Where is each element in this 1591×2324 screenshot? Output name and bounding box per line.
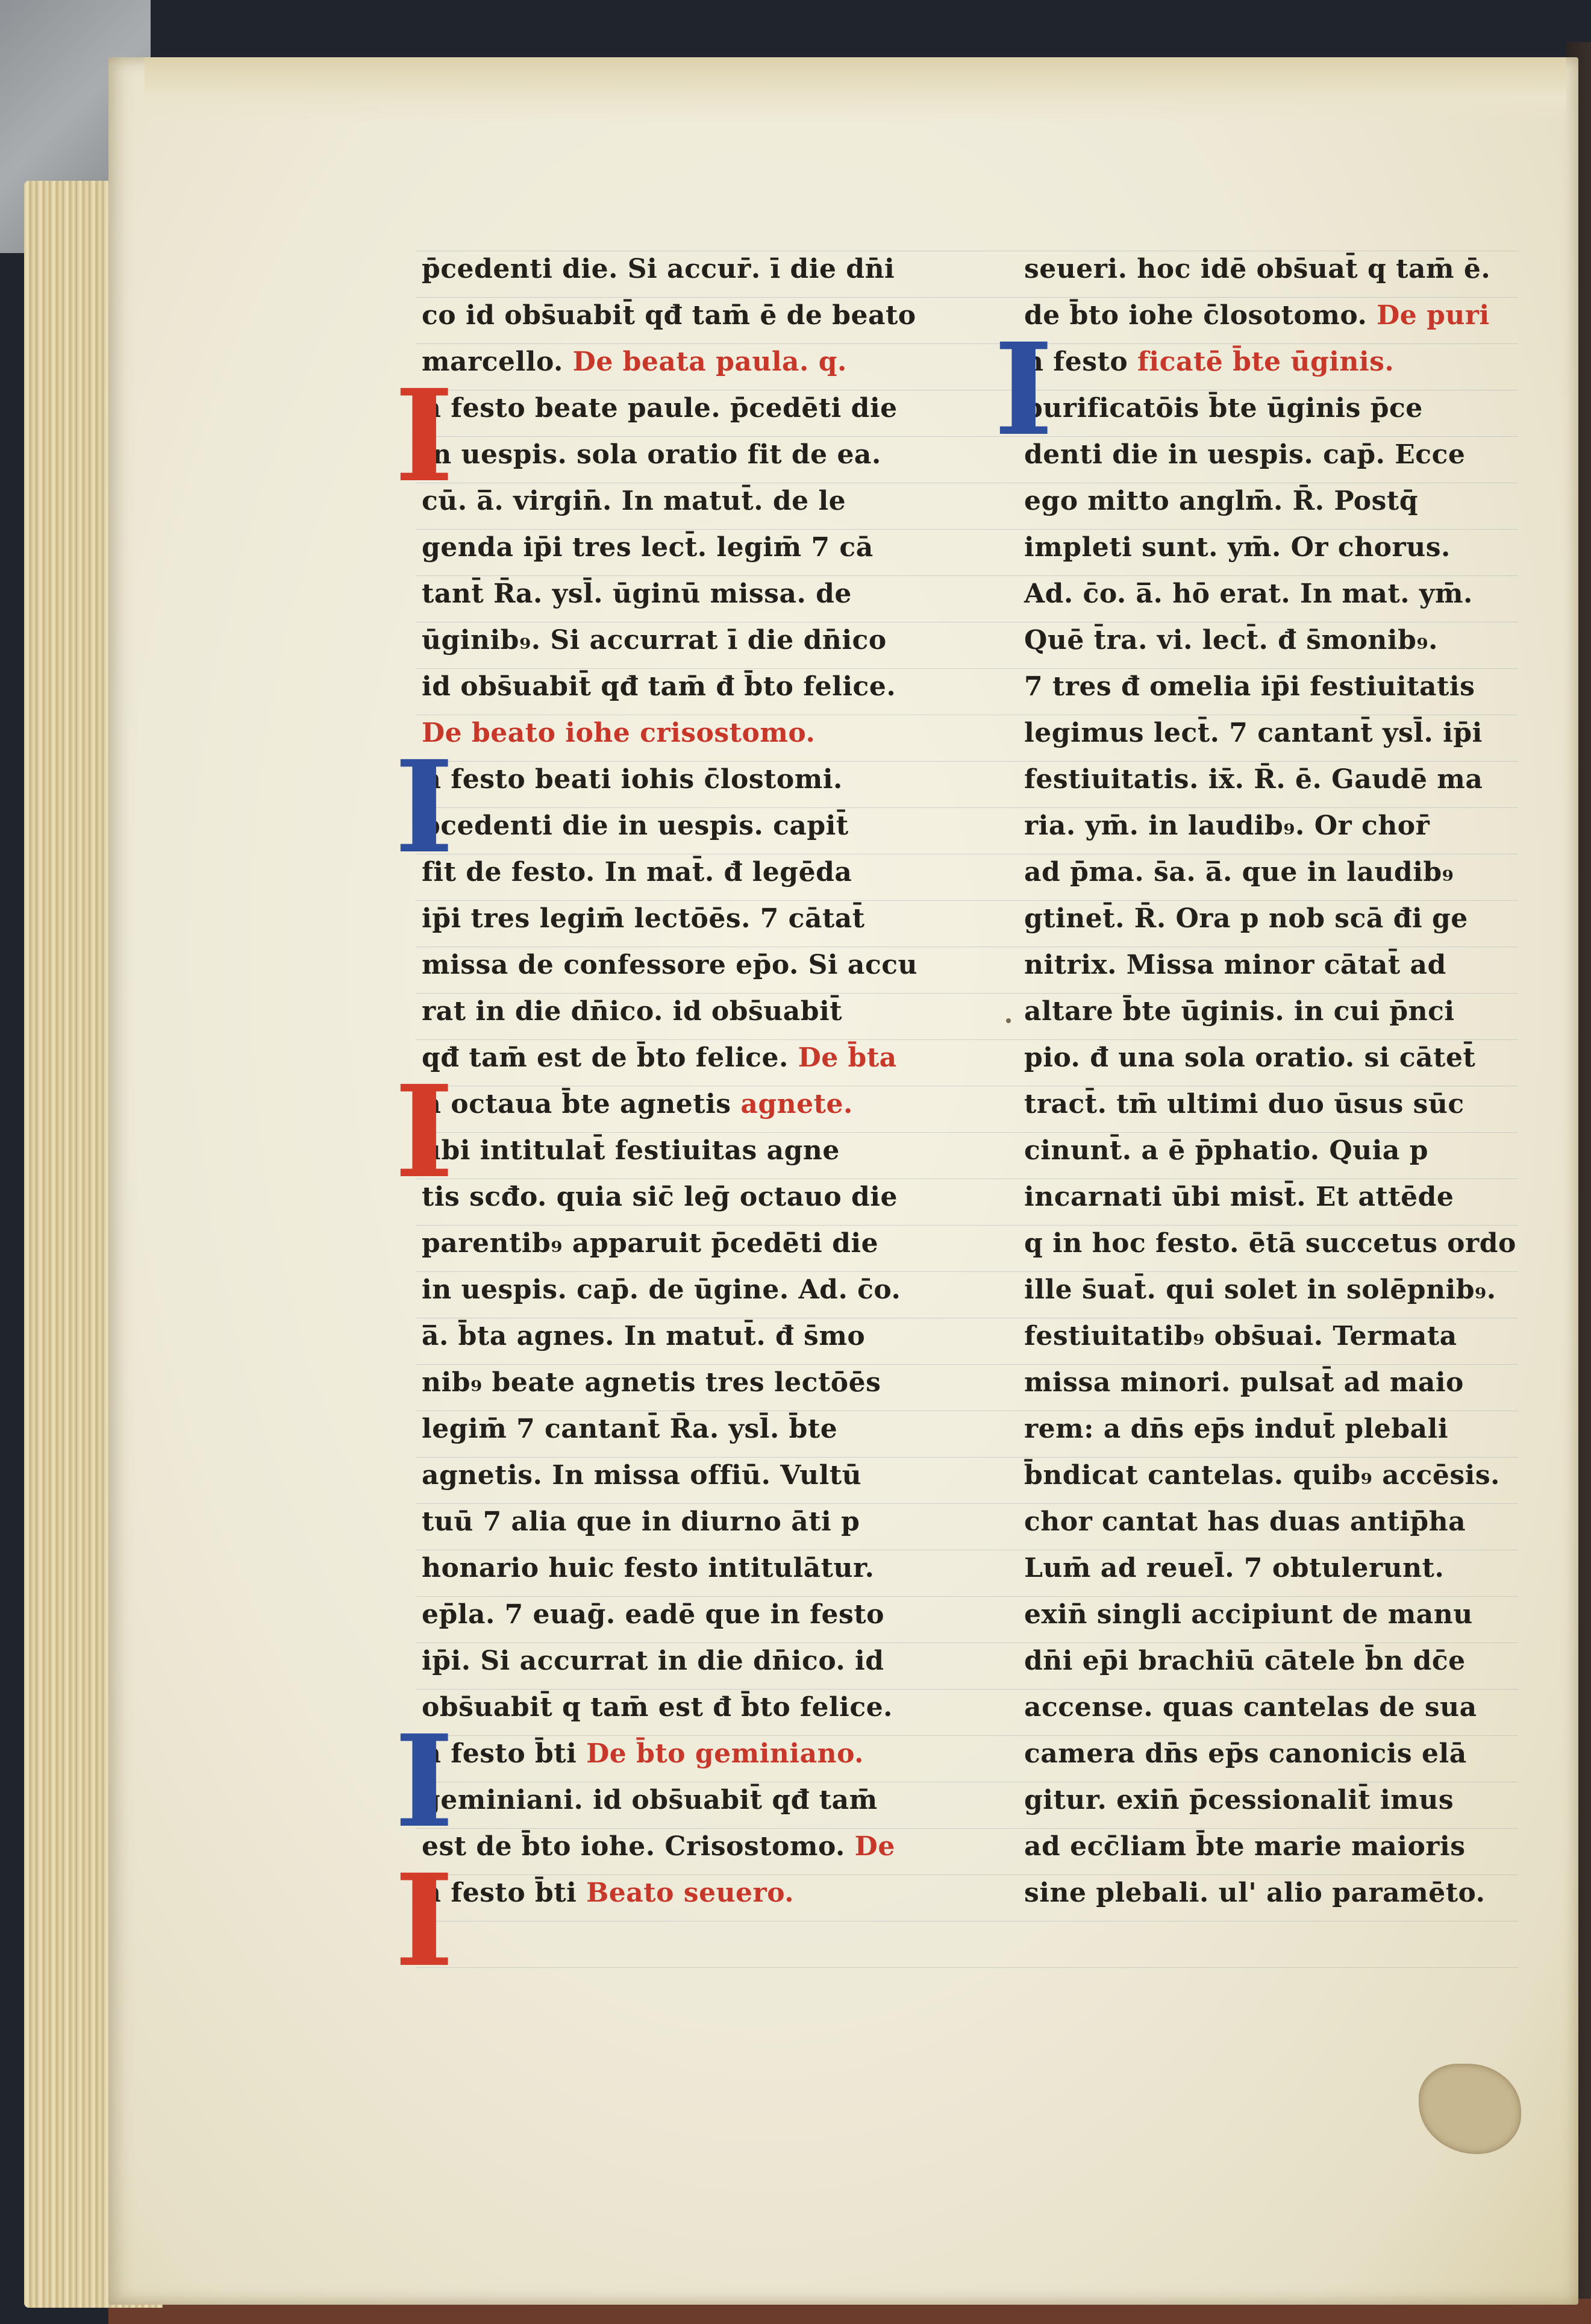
initial-red-0: I xyxy=(395,362,454,510)
ink-text: genda ip̄i tres lect̄. legim̄ 7 cā xyxy=(422,532,874,563)
text-line xyxy=(1024,1684,1506,1730)
ink-text: ille s̄uat̄. qui solet in solēpnib₉. xyxy=(1024,1274,1496,1305)
rubric-text: agnete. xyxy=(731,1089,853,1120)
text-line xyxy=(1024,1777,1506,1823)
text-line xyxy=(422,1127,934,1174)
ink-text: 7 tres đ omelia ip̄i festiuitatis xyxy=(1024,671,1475,702)
rubric-text: Beato seuero. xyxy=(577,1878,795,1908)
ink-text: tis scđo. quia sic̄ leḡ octauo die xyxy=(422,1182,898,1212)
text-line xyxy=(422,1823,934,1870)
ink-text: ip̄i. Si accurrat in die dn̄ico. id xyxy=(422,1646,884,1676)
text-line xyxy=(1024,431,1506,478)
ink-text: n festo beati iohis c̄lostomi. xyxy=(422,764,843,795)
text-line xyxy=(422,663,934,710)
ruling-line xyxy=(416,1967,1518,1968)
text-line xyxy=(422,339,934,385)
ink-text: n festo b̄ti xyxy=(422,1738,577,1769)
rubric-text: De b̄ta xyxy=(788,1042,897,1073)
ink-text: honario huic festo intitulātur. xyxy=(422,1553,875,1583)
ink-text: cinunt̄. a ē p̄phatio. Quia p xyxy=(1024,1135,1428,1166)
text-line xyxy=(422,246,934,292)
text-line xyxy=(422,571,934,617)
ink-text: missa minori. pulsat̄ ad maio xyxy=(1024,1367,1464,1398)
text-line xyxy=(1024,1313,1506,1359)
text-line xyxy=(422,292,934,339)
text-line xyxy=(1024,895,1506,942)
ink-text: n festo beate paule. p̄cedēti die xyxy=(422,393,898,424)
ink-text: tract̄. tm̄ ultimi duo ūsus sūc xyxy=(1024,1089,1464,1120)
text-line xyxy=(422,1684,934,1730)
ink-text: Ad. c̄o. a̅. hō erat. In mat. ym̄. xyxy=(1024,578,1473,609)
text-line xyxy=(422,1638,934,1684)
ink-text: rem: a dn̄s ep̄s indut̄ plebali xyxy=(1024,1414,1449,1444)
ink-text: a̅. b̄ta agnes. In matut̄. đ s̄mo xyxy=(422,1321,866,1351)
ink-text: legim̄ 7 cantant̄ R̄a. ysl̄. b̄te xyxy=(422,1414,838,1444)
text-line xyxy=(422,1359,934,1406)
ink-text: exin̄ singli accipiunt de manu xyxy=(1024,1599,1473,1630)
text-line xyxy=(1024,756,1506,803)
ink-text: pio. đ una sola oratio. si cātet̄ xyxy=(1024,1042,1476,1073)
text-line xyxy=(422,1035,934,1081)
text-line xyxy=(1024,1359,1506,1406)
ink-text: ad p̄ma. s̄a. a̅. que in laudib₉ xyxy=(1024,857,1454,888)
right-text-column xyxy=(1024,246,1516,1916)
ink-text: n octaua b̄te agnetis xyxy=(422,1089,731,1120)
ink-text: p̄cedenti die in uespis. capit̄ xyxy=(422,810,849,841)
ink-text: rat in die dn̄ico. id obs̄uabit̄ xyxy=(422,996,843,1027)
page-top-fold xyxy=(145,57,1566,124)
text-line xyxy=(422,478,934,524)
text-line xyxy=(422,1313,934,1359)
ink-text: accense. quas cantelas de sua xyxy=(1024,1692,1477,1723)
initial-blue-1: I xyxy=(395,733,454,882)
ink-text: missa de confessore ep̄o. Si accu xyxy=(422,950,918,980)
ink-text: parentib₉ apparuit p̄cedēti die xyxy=(422,1228,879,1259)
ink-text: impleti sunt. ym̄. Or chorus. xyxy=(1024,532,1451,563)
ink-dot xyxy=(1006,1018,1011,1023)
ink-text: obs̄uabit̄ q tam̄ est đ b̄to felice. xyxy=(422,1692,893,1723)
ink-text: b̄ndicat cantelas. quib₉ accēsis. xyxy=(1024,1460,1500,1491)
text-line xyxy=(1024,663,1506,710)
ink-text: purificatōis b̄te ūginis p̄ce xyxy=(1024,393,1423,424)
ink-text: agnetis. In missa offiū. Vultū xyxy=(422,1460,862,1491)
text-line xyxy=(1024,1174,1506,1220)
initial-red-2: I xyxy=(395,1057,454,1206)
ink-text: geminiani. id obs̄uabit̄ qđ tam̄ xyxy=(422,1785,878,1815)
ink-text: nib₉ beate agnetis tres lectōēs xyxy=(422,1367,881,1398)
ink-text: qđ tam̄ est de b̄to felice. xyxy=(422,1042,789,1073)
text-line xyxy=(1024,1127,1506,1174)
ruling-line xyxy=(416,1921,1518,1922)
text-line xyxy=(1024,1638,1506,1684)
text-line xyxy=(422,1730,934,1777)
ink-text: sine plebali. ul' alio paramēto. xyxy=(1024,1878,1486,1908)
text-line xyxy=(1024,292,1506,339)
text-line xyxy=(1024,1545,1506,1591)
ink-text: incarnati ūbi mist̄. Et attēde xyxy=(1024,1182,1454,1212)
ink-text: nitrix. Missa minor cātat̄ ad xyxy=(1024,950,1446,980)
initial-blue-3: I xyxy=(395,1707,454,1856)
ink-text: denti die in uespis. cap̄. Ecce xyxy=(1024,439,1466,470)
text-line xyxy=(1024,339,1506,385)
ink-text: ria. ym̄. in laudib₉. Or chor̄ xyxy=(1024,810,1430,841)
text-line xyxy=(1024,942,1506,988)
text-line xyxy=(422,1220,934,1267)
text-line xyxy=(1024,571,1506,617)
ink-text: Lum̄ ad reuel̄. 7 obtulerunt. xyxy=(1024,1553,1445,1583)
ink-text: festiuitatis. ix̄. R̄. ē. Gaudē ma xyxy=(1024,764,1483,795)
ink-text: fit de festo. In mat̄. đ legēda xyxy=(422,857,852,888)
ink-text: tant̄ R̄a. ysl̄. ūginū missa. de xyxy=(422,578,852,609)
ink-text: chor cantat has duas antip̄ha xyxy=(1024,1506,1466,1537)
text-line xyxy=(1024,988,1506,1035)
ink-text: p̄cedenti die. Si accur̄. ī die dn̄i xyxy=(422,254,895,284)
ink-text: ep̄la. 7 euaḡ. eadē que in festo xyxy=(422,1599,884,1630)
initial-blue-5: I xyxy=(994,315,1054,464)
ink-text: gtinet̄. R̄. Ora p nob scā đi ge xyxy=(1024,903,1468,934)
ink-text: gitur. exin̄ p̄cessionalit̄ imus xyxy=(1024,1785,1454,1815)
ink-text: Quē t̄ra. vi. lect̄. đ s̄monib₉. xyxy=(1024,625,1438,656)
text-line xyxy=(422,803,934,849)
rubric-text: De b̄to geminiano. xyxy=(577,1738,864,1769)
text-line xyxy=(422,756,934,803)
text-line xyxy=(422,617,934,663)
text-line xyxy=(422,1452,934,1499)
text-line xyxy=(1024,803,1506,849)
text-line xyxy=(1024,1081,1506,1127)
ink-text: est de b̄to iohe. Crisostomo. xyxy=(422,1831,845,1862)
text-line xyxy=(1024,1406,1506,1452)
ink-text: camera dn̄s ep̄s canonicis elā xyxy=(1024,1738,1467,1769)
text-line xyxy=(422,1406,934,1452)
text-line xyxy=(1024,478,1506,524)
ink-text: in uespis. cap̄. de ūgine. Ad. c̄o. xyxy=(422,1274,901,1305)
text-line xyxy=(1024,617,1506,663)
text-line xyxy=(1024,710,1506,756)
text-line xyxy=(1024,1220,1516,1267)
ink-text: ubi intitulat̄ festiuitas agne xyxy=(422,1135,840,1166)
rubric-text: ficatē b̄te ūginis. xyxy=(1128,346,1395,377)
text-line xyxy=(1024,524,1506,571)
ink-text: marcello. xyxy=(422,346,563,377)
rubric-text: De xyxy=(845,1831,895,1862)
text-line xyxy=(1024,385,1506,431)
ink-text: ip̄i tres legim̄ lectōēs. 7 cātat̄ xyxy=(422,903,865,934)
text-line xyxy=(1024,246,1506,292)
text-line xyxy=(422,1545,934,1591)
text-line xyxy=(422,895,934,942)
text-line xyxy=(422,524,934,571)
rubric-text: De puri xyxy=(1367,300,1490,331)
text-line xyxy=(422,1174,934,1220)
text-line xyxy=(422,1267,934,1313)
text-line xyxy=(422,988,934,1035)
text-line xyxy=(422,1870,934,1916)
text-line xyxy=(422,942,934,988)
text-line xyxy=(422,1499,934,1545)
ink-text: tuū 7 alia que in diurno āti p xyxy=(422,1506,860,1537)
text-line xyxy=(422,1777,934,1823)
text-line xyxy=(1024,1452,1506,1499)
ink-text: dn̄i ep̄i brachiū cātele b̄n dc̄e xyxy=(1024,1646,1466,1676)
text-line xyxy=(422,1081,934,1127)
ink-text: q in hoc festo. ētā succetus ordo xyxy=(1024,1228,1516,1259)
text-line xyxy=(422,431,934,478)
text-line xyxy=(1024,1591,1506,1638)
ink-text: n festo xyxy=(1024,346,1128,377)
text-line xyxy=(422,385,934,431)
text-line xyxy=(422,710,934,756)
text-line xyxy=(422,1591,934,1638)
text-line xyxy=(1024,1870,1506,1916)
ink-text: festiuitatib₉ obs̄uai. Termata xyxy=(1024,1321,1457,1351)
ink-text: in uespis. sola oratio fit de ea. xyxy=(422,439,881,470)
text-line xyxy=(1024,1499,1506,1545)
rubric-text: De beato iohe crisostomo. xyxy=(422,718,816,748)
ink-text: altare b̄te ūginis. in cui p̄nci xyxy=(1024,996,1455,1027)
ink-text: ad ecc̄liam b̄te marie maioris xyxy=(1024,1831,1466,1862)
ink-text: cū. a̅. virgin̄. In matut̄. de le xyxy=(422,486,846,516)
ink-text: ego mitto anglm̄. R̄. Postq̄ xyxy=(1024,486,1419,516)
ink-text: seueri. hoc idē obs̄uat̄ q tam̄ ē. xyxy=(1024,254,1491,284)
ink-text: de b̄to iohe c̄losotomo. xyxy=(1024,300,1368,331)
text-line xyxy=(1024,1035,1506,1081)
initial-red-4: I xyxy=(395,1846,454,1995)
text-line xyxy=(1024,1823,1506,1870)
rubric-text: De beata paula. q. xyxy=(563,346,847,377)
ink-text: n festo b̄ti xyxy=(422,1878,577,1908)
ink-text: id obs̄uabit̄ qđ tam̄ đ b̄to felice. xyxy=(422,671,896,702)
text-line xyxy=(1024,1730,1506,1777)
ink-text: co id obs̄uabit̄ qđ tam̄ ē de beato xyxy=(422,300,916,331)
text-line xyxy=(422,849,934,895)
text-line xyxy=(1024,1267,1506,1313)
ink-text: legimus lect̄. 7 cantant̄ ysl̄. ip̄i xyxy=(1024,718,1483,748)
text-line xyxy=(1024,849,1506,895)
left-text-column xyxy=(422,246,934,1916)
ink-text: ūginib₉. Si accurrat ī die dn̄ico xyxy=(422,625,887,656)
